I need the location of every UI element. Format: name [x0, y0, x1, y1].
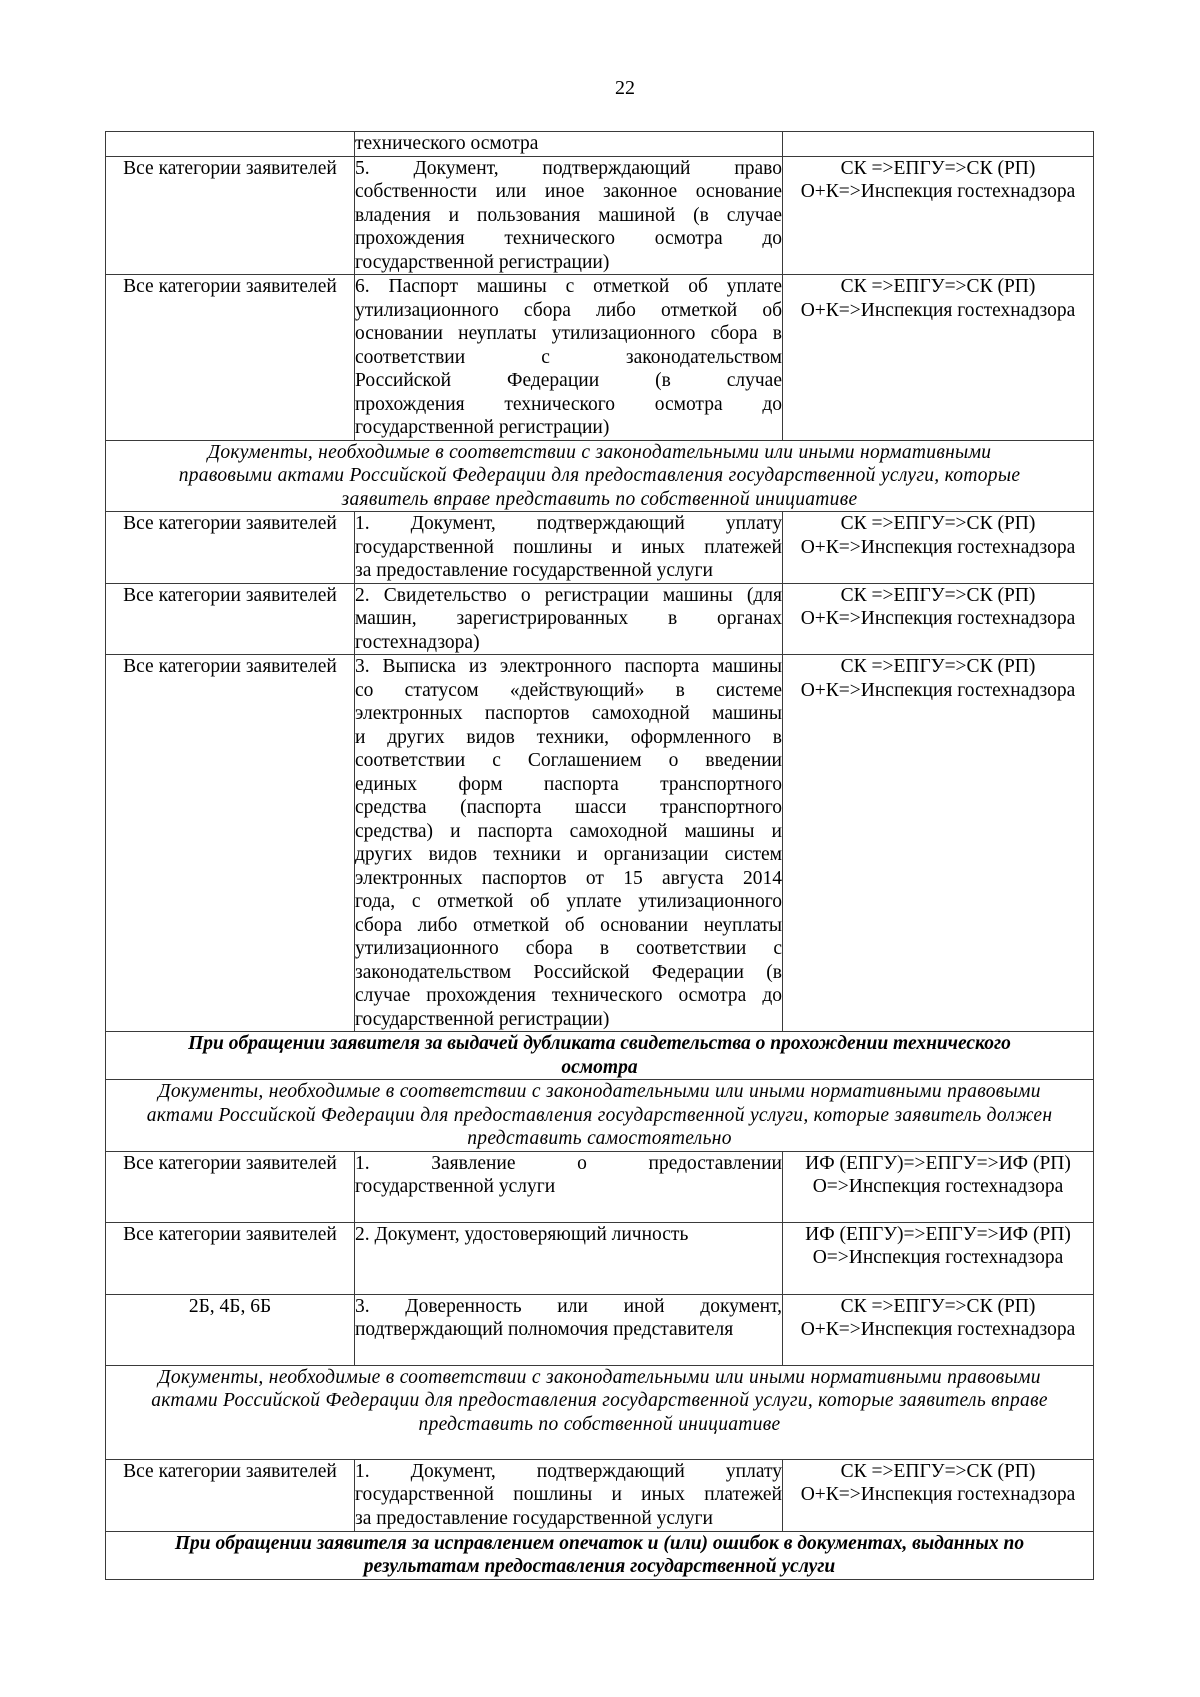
- section-note-line: правовыми актами Российской Федерации для предоставления государственной услуги, которые: [178, 465, 1021, 486]
- route-line: СК =>ЕПГУ=>СК (РП): [840, 276, 1036, 297]
- document-line: государственной услуги: [355, 1176, 556, 1197]
- category-cell: [106, 655, 355, 1032]
- category-cell: [106, 512, 355, 584]
- document-line: 5. Документ, подтверждающий право: [355, 157, 782, 179]
- document-line: соответствии с законодательством: [355, 346, 782, 368]
- document-line: средства) и паспорта самоходной машины и: [355, 820, 782, 842]
- document-line: 3. Доверенность или иной документ,: [355, 1295, 782, 1317]
- document-cell: [355, 1222, 783, 1294]
- section-heading-row: [106, 1032, 1094, 1080]
- route-line: О=>Инспекция гостехнадзора: [812, 1247, 1064, 1268]
- document-line: государственной регистрации): [355, 417, 610, 438]
- section-heading-line: результатам предоставления государственной услуги: [363, 1556, 836, 1577]
- route-line: ИФ (ЕПГУ)=>ЕПГУ=>ИФ (РП): [805, 1152, 1071, 1174]
- document-line: электронных паспортов от 15 августа 2014: [355, 867, 782, 889]
- section-heading-row: [106, 1531, 1094, 1579]
- section-note-line: Документы, необходимые в соответствии с законодательными или иными нормативными: [207, 441, 992, 463]
- table-row: [106, 583, 1094, 655]
- document-line: со статусом «действующий» в системе: [355, 679, 782, 701]
- route-cell: [783, 655, 1094, 1032]
- table-row: [106, 1459, 1094, 1531]
- document-line: владения и пользования машиной (в случае: [355, 204, 782, 226]
- route-line: О+К=>Инспекция гостехнадзора: [800, 536, 1076, 558]
- document-line: 1. Документ, подтверждающий уплату: [355, 1460, 782, 1482]
- document-line: электронных паспортов самоходной машины: [355, 703, 782, 724]
- category-cell: [106, 132, 355, 157]
- route-cell: [783, 275, 1094, 441]
- document-line: года, с отметкой об уплате утилизационного: [355, 891, 782, 912]
- document-line: 2. Свидетельство о регистрации машины (для: [355, 584, 782, 606]
- section-heading: [106, 1531, 1094, 1579]
- category-text: Все категории заявителей: [123, 1460, 337, 1482]
- document-line: 2. Документ, удостоверяющий личность: [355, 1223, 689, 1245]
- route-line: СК =>ЕПГУ=>СК (РП): [840, 157, 1036, 179]
- section-note-line: Документы, необходимые в соответствии с законодательными или иными нормативными правовыми: [158, 1081, 1041, 1102]
- document-line: машин, зарегистрированных в органах: [355, 608, 782, 629]
- section-note-line: Документы, необходимые в соответствии с законодательными или иными нормативными правовыми: [158, 1366, 1041, 1388]
- document-cell: [355, 583, 783, 655]
- section-heading-line: При обращении заявителя за выдачей дубликата свидетельства о прохождении технического: [188, 1033, 1011, 1054]
- document-line: 3. Выписка из электронного паспорта машины: [355, 656, 782, 677]
- category-text: Все категории заявителей: [123, 1223, 337, 1245]
- section-note-line: заявитель вправе представить по собственной инициативе: [341, 488, 858, 510]
- route-cell: [783, 1294, 1094, 1365]
- table-row: [106, 655, 1094, 1032]
- page-number: 22: [615, 77, 635, 99]
- section-note: [106, 1365, 1094, 1459]
- category-text: Все категории заявителей: [123, 276, 337, 297]
- route-line: СК =>ЕПГУ=>СК (РП): [840, 584, 1036, 606]
- document-line: государственной регистрации): [355, 1008, 610, 1030]
- section-note-row: [106, 1365, 1094, 1459]
- document-line: за предоставление государственной услуги: [355, 560, 713, 581]
- document-cell: [355, 512, 783, 584]
- category-text: Все категории заявителей: [123, 584, 337, 606]
- documents-table: [105, 131, 1094, 1580]
- category-text: Все категории заявителей: [123, 656, 337, 677]
- document-line: за предоставление государственной услуги: [355, 1507, 713, 1529]
- table-row: [106, 512, 1094, 584]
- document-line: 1. Документ, подтверждающий уплату: [355, 513, 782, 534]
- route-line: СК =>ЕПГУ=>СК (РП): [840, 1295, 1036, 1317]
- document-line: единых форм паспорта транспортного: [355, 773, 782, 795]
- document-line: прохождения технического осмотра до: [355, 228, 782, 249]
- route-cell: [783, 1459, 1094, 1531]
- document-line: государственной пошлины и иных платежей: [355, 536, 782, 558]
- category-cell: [106, 1459, 355, 1531]
- section-note-line: актами Российской Федерации для предоставления государственной услуги, которые заявитель вправе: [151, 1390, 1048, 1411]
- route-line: О+К=>Инспекция гостехнадзора: [800, 1319, 1076, 1340]
- category-cell: [106, 275, 355, 441]
- table-row: [106, 1222, 1094, 1294]
- category-cell: [106, 156, 355, 275]
- document-line: технического осмотра: [355, 133, 539, 154]
- document-cell: [355, 1294, 783, 1365]
- section-note-line: актами Российской Федерации для предоставления государственной услуги, которые заявитель должен: [146, 1104, 1053, 1126]
- document-line: других видов техники и организации систем: [355, 844, 782, 865]
- section-note: [106, 1080, 1094, 1152]
- route-line: СК =>ЕПГУ=>СК (РП): [840, 1460, 1036, 1482]
- route-line: О+К=>Инспекция гостехнадзора: [800, 608, 1076, 629]
- category-text: Все категории заявителей: [123, 157, 337, 179]
- table-row: [106, 132, 1094, 157]
- document-line: прохождения технического осмотра до: [355, 393, 782, 415]
- section-heading: [106, 1032, 1094, 1080]
- document-line: подтверждающий полномочия представителя: [355, 1319, 734, 1340]
- category-text: Все категории заявителей: [123, 513, 337, 534]
- route-line: О+К=>Инспекция гостехнадзора: [800, 299, 1076, 321]
- category-text: Все категории заявителей: [123, 1152, 337, 1174]
- table-row: [106, 156, 1094, 275]
- document-line: соответствии с Соглашением о введении: [355, 750, 782, 771]
- document-line: государственной пошлины и иных платежей: [355, 1484, 782, 1505]
- route-line: О+К=>Инспекция гостехнадзора: [800, 181, 1076, 202]
- route-cell: [783, 1151, 1094, 1222]
- category-cell: [106, 1294, 355, 1365]
- route-line: СК =>ЕПГУ=>СК (РП): [840, 656, 1036, 677]
- route-line: СК =>ЕПГУ=>СК (РП): [840, 513, 1036, 534]
- route-line: О=>Инспекция гостехнадзора: [812, 1176, 1064, 1197]
- route-cell: [783, 156, 1094, 275]
- category-cell: [106, 1151, 355, 1222]
- section-note-row: [106, 440, 1094, 512]
- table-row: [106, 1151, 1094, 1222]
- route-line: О+К=>Инспекция гостехнадзора: [800, 679, 1076, 701]
- category-cell: [106, 583, 355, 655]
- document-cell: [355, 655, 783, 1032]
- document-line: 1. Заявление о предоставлении: [355, 1152, 782, 1174]
- document-cell: [355, 156, 783, 275]
- document-line: случае прохождения технического осмотра до: [355, 985, 782, 1006]
- document-cell: [355, 1459, 783, 1531]
- table-row: [106, 1294, 1094, 1365]
- route-line: О+К=>Инспекция гостехнадзора: [800, 1484, 1076, 1505]
- category-cell: [106, 1222, 355, 1294]
- document-line: утилизационного сбора в соответствии с: [355, 938, 782, 959]
- document-line: 6. Паспорт машины с отметкой об уплате: [355, 276, 782, 297]
- section-heading-line: осмотра: [561, 1056, 638, 1078]
- section-note-line: представить по собственной инициативе: [418, 1413, 781, 1435]
- route-cell: [783, 512, 1094, 584]
- table-row: [106, 275, 1094, 441]
- document-line: Российской Федерации (в случае: [355, 370, 782, 391]
- document-cell: [355, 275, 783, 441]
- section-note-line: представить самостоятельно: [467, 1128, 732, 1149]
- document-line: и других видов техники, оформленного в: [355, 726, 782, 748]
- route-cell: [783, 583, 1094, 655]
- section-heading-line: При обращении заявителя за исправлением опечаток и (или) ошибок в документах, выданных по: [174, 1532, 1025, 1554]
- documents-table-body: [106, 132, 1094, 1580]
- route-line: ИФ (ЕПГУ)=>ЕПГУ=>ИФ (РП): [805, 1223, 1071, 1245]
- section-note: [106, 440, 1094, 512]
- document-line: утилизационного сбора либо отметкой об: [355, 299, 782, 321]
- category-text: 2Б, 4Б, 6Б: [188, 1295, 272, 1317]
- route-cell: [783, 1222, 1094, 1294]
- document-line: сбора либо отметкой об основании неуплаты: [355, 914, 782, 936]
- document-line: основании неуплаты утилизационного сбора в: [355, 323, 782, 344]
- document-line: собственности или иное законное основание: [355, 181, 782, 202]
- document-line: государственной регистрации): [355, 251, 610, 273]
- document-line: гостехнадзора): [355, 631, 480, 653]
- section-note-row: [106, 1080, 1094, 1152]
- document-line: средства (паспорта шасси транспортного: [355, 797, 782, 818]
- route-cell: [783, 132, 1094, 157]
- document-cell: [355, 132, 783, 157]
- document-line: законодательством Российской Федерации (в: [355, 961, 782, 983]
- document-cell: [355, 1151, 783, 1222]
